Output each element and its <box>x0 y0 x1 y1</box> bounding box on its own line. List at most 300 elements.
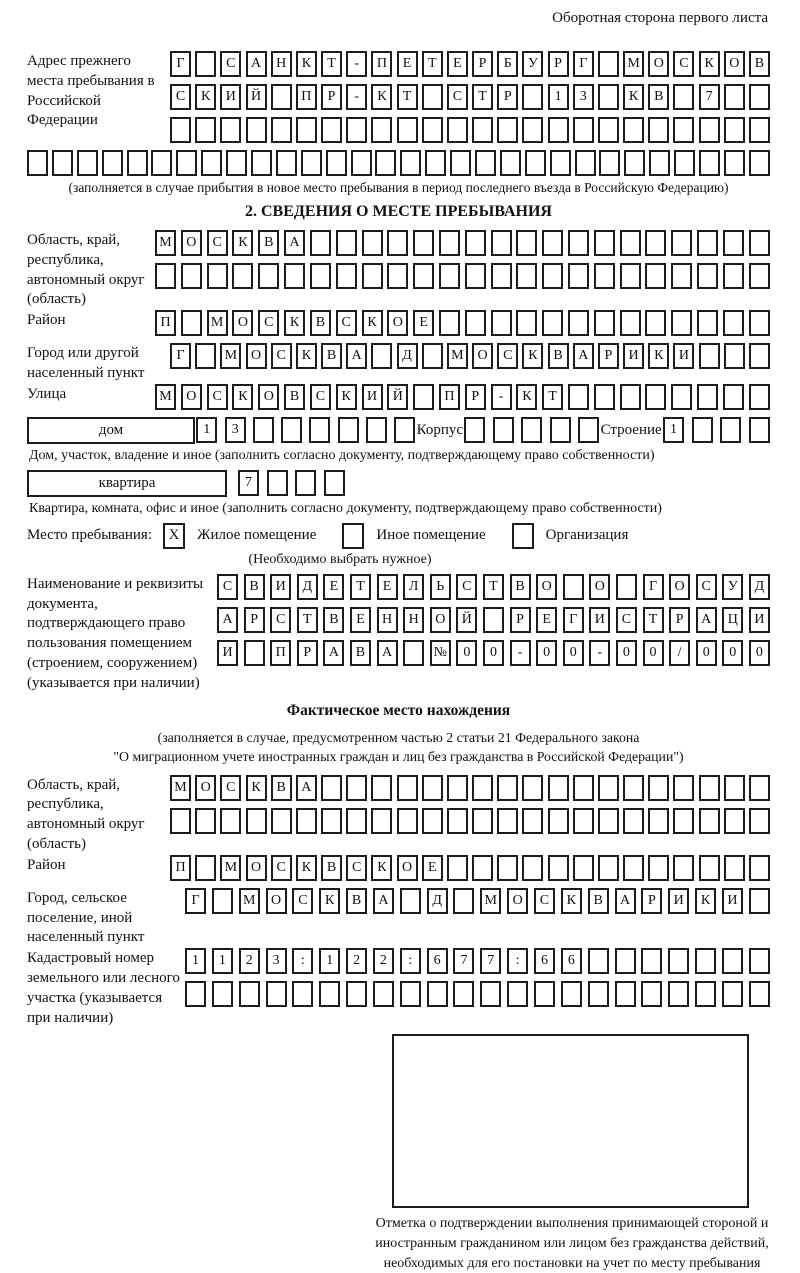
char-box[interactable]: Т <box>643 607 664 633</box>
char-box[interactable]: Р <box>598 343 619 369</box>
char-box[interactable] <box>697 310 718 336</box>
char-box[interactable] <box>749 310 770 336</box>
char-box[interactable] <box>439 310 460 336</box>
char-box[interactable] <box>749 263 770 289</box>
char-box[interactable] <box>52 150 73 176</box>
char-box[interactable] <box>251 150 272 176</box>
char-box[interactable] <box>296 117 317 143</box>
char-box[interactable]: И <box>722 888 743 914</box>
char-box[interactable]: Б <box>497 51 518 77</box>
char-box[interactable] <box>598 808 619 834</box>
char-box[interactable]: - <box>589 640 610 666</box>
char-box[interactable]: С <box>696 574 717 600</box>
char-box[interactable]: К <box>195 84 216 110</box>
char-box[interactable]: А <box>246 51 267 77</box>
char-box[interactable] <box>616 574 637 600</box>
char-box[interactable]: М <box>220 343 241 369</box>
char-box[interactable]: Р <box>669 607 690 633</box>
char-box[interactable] <box>575 150 596 176</box>
char-box[interactable] <box>319 981 340 1007</box>
char-box[interactable]: : <box>292 948 313 974</box>
char-box[interactable]: Н <box>403 607 424 633</box>
char-box[interactable]: 6 <box>427 948 448 974</box>
char-box[interactable] <box>336 230 357 256</box>
char-box[interactable] <box>598 51 619 77</box>
char-box[interactable] <box>542 310 563 336</box>
char-box[interactable]: Т <box>297 607 318 633</box>
char-box[interactable] <box>422 343 443 369</box>
char-box[interactable] <box>309 417 330 443</box>
char-box[interactable] <box>568 230 589 256</box>
char-box[interactable] <box>447 775 468 801</box>
char-box[interactable]: 3 <box>266 948 287 974</box>
char-box[interactable]: К <box>296 855 317 881</box>
char-box[interactable]: К <box>296 51 317 77</box>
char-box[interactable] <box>195 855 216 881</box>
char-box[interactable] <box>723 230 744 256</box>
char-box[interactable] <box>724 808 745 834</box>
char-box[interactable] <box>472 117 493 143</box>
char-box[interactable]: У <box>522 51 543 77</box>
char-box[interactable] <box>673 775 694 801</box>
char-box[interactable] <box>697 230 718 256</box>
char-box[interactable] <box>155 263 176 289</box>
char-box[interactable]: Р <box>497 84 518 110</box>
char-box[interactable] <box>346 981 367 1007</box>
char-box[interactable]: М <box>623 51 644 77</box>
char-box[interactable]: В <box>321 855 342 881</box>
char-box[interactable] <box>447 117 468 143</box>
char-box[interactable]: 7 <box>453 948 474 974</box>
char-box[interactable] <box>346 117 367 143</box>
char-box[interactable] <box>749 384 770 410</box>
char-box[interactable] <box>151 150 172 176</box>
char-box[interactable]: И <box>668 888 689 914</box>
char-box[interactable] <box>413 230 434 256</box>
char-box[interactable] <box>475 150 496 176</box>
char-box[interactable]: С <box>220 51 241 77</box>
char-box[interactable] <box>480 981 501 1007</box>
char-box[interactable]: Р <box>472 51 493 77</box>
char-box[interactable] <box>244 640 265 666</box>
char-box[interactable] <box>699 117 720 143</box>
char-box[interactable] <box>321 775 342 801</box>
char-box[interactable]: К <box>561 888 582 914</box>
char-box[interactable] <box>195 808 216 834</box>
char-box[interactable] <box>201 150 222 176</box>
char-box[interactable] <box>668 948 689 974</box>
char-box[interactable] <box>722 948 743 974</box>
char-box[interactable] <box>749 417 770 443</box>
char-box[interactable] <box>271 117 292 143</box>
char-box[interactable]: О <box>472 343 493 369</box>
char-box[interactable]: О <box>258 384 279 410</box>
char-box[interactable]: 0 <box>749 640 770 666</box>
char-box[interactable] <box>548 808 569 834</box>
char-box[interactable] <box>573 117 594 143</box>
char-box[interactable]: Р <box>510 607 531 633</box>
char-box[interactable]: С <box>271 343 292 369</box>
char-box[interactable] <box>522 855 543 881</box>
char-box[interactable] <box>232 263 253 289</box>
char-box[interactable] <box>403 640 424 666</box>
char-box[interactable]: Т <box>321 51 342 77</box>
char-box[interactable] <box>749 117 770 143</box>
char-box[interactable]: В <box>648 84 669 110</box>
char-box[interactable] <box>400 150 421 176</box>
char-box[interactable]: Р <box>641 888 662 914</box>
dom-type-box[interactable]: дом <box>27 417 195 444</box>
char-box[interactable] <box>371 343 392 369</box>
char-box[interactable]: Г <box>185 888 206 914</box>
char-box[interactable] <box>598 84 619 110</box>
char-box[interactable]: С <box>497 343 518 369</box>
char-box[interactable] <box>561 981 582 1007</box>
char-box[interactable] <box>321 808 342 834</box>
char-box[interactable] <box>673 808 694 834</box>
char-box[interactable] <box>671 384 692 410</box>
char-box[interactable] <box>387 230 408 256</box>
char-box[interactable] <box>195 343 216 369</box>
char-box[interactable] <box>439 230 460 256</box>
char-box[interactable] <box>321 117 342 143</box>
char-box[interactable] <box>699 775 720 801</box>
char-box[interactable]: - <box>346 51 367 77</box>
char-box[interactable]: С <box>534 888 555 914</box>
char-box[interactable]: М <box>480 888 501 914</box>
char-box[interactable] <box>212 981 233 1007</box>
char-box[interactable] <box>722 981 743 1007</box>
char-box[interactable] <box>181 310 202 336</box>
char-box[interactable]: А <box>346 343 367 369</box>
char-box[interactable] <box>522 117 543 143</box>
char-box[interactable] <box>542 230 563 256</box>
char-box[interactable] <box>550 417 571 443</box>
char-box[interactable]: 0 <box>616 640 637 666</box>
char-box[interactable]: Г <box>170 51 191 77</box>
char-box[interactable] <box>465 230 486 256</box>
char-box[interactable] <box>620 263 641 289</box>
char-box[interactable] <box>522 775 543 801</box>
char-box[interactable] <box>699 808 720 834</box>
char-box[interactable]: О <box>232 310 253 336</box>
char-box[interactable]: Е <box>350 607 371 633</box>
char-box[interactable] <box>472 855 493 881</box>
char-box[interactable]: : <box>400 948 421 974</box>
char-box[interactable] <box>422 808 443 834</box>
char-box[interactable] <box>749 150 770 176</box>
char-box[interactable]: К <box>319 888 340 914</box>
char-box[interactable] <box>271 808 292 834</box>
char-box[interactable]: О <box>266 888 287 914</box>
char-box[interactable]: 0 <box>722 640 743 666</box>
char-box[interactable]: А <box>615 888 636 914</box>
char-box[interactable]: К <box>371 855 392 881</box>
char-box[interactable] <box>497 775 518 801</box>
char-box[interactable] <box>699 150 720 176</box>
char-box[interactable]: С <box>336 310 357 336</box>
char-box[interactable] <box>641 981 662 1007</box>
char-box[interactable] <box>413 384 434 410</box>
char-box[interactable] <box>246 117 267 143</box>
char-box[interactable]: Е <box>413 310 434 336</box>
organizatsiya-checkbox[interactable] <box>512 523 534 549</box>
char-box[interactable]: О <box>724 51 745 77</box>
char-box[interactable] <box>692 417 713 443</box>
char-box[interactable]: В <box>323 607 344 633</box>
char-box[interactable] <box>127 150 148 176</box>
char-box[interactable] <box>301 150 322 176</box>
char-box[interactable] <box>521 417 542 443</box>
char-box[interactable] <box>27 150 48 176</box>
char-box[interactable] <box>695 981 716 1007</box>
char-box[interactable]: - <box>491 384 512 410</box>
char-box[interactable] <box>447 855 468 881</box>
char-box[interactable]: - <box>346 84 367 110</box>
char-box[interactable]: 0 <box>696 640 717 666</box>
char-box[interactable] <box>671 310 692 336</box>
char-box[interactable]: Т <box>472 84 493 110</box>
char-box[interactable]: С <box>616 607 637 633</box>
char-box[interactable] <box>413 263 434 289</box>
char-box[interactable]: - <box>510 640 531 666</box>
char-box[interactable] <box>724 775 745 801</box>
char-box[interactable]: Е <box>447 51 468 77</box>
char-box[interactable] <box>649 150 670 176</box>
char-box[interactable] <box>522 84 543 110</box>
char-box[interactable]: 0 <box>536 640 557 666</box>
char-box[interactable]: О <box>430 607 451 633</box>
char-box[interactable] <box>697 384 718 410</box>
char-box[interactable] <box>497 117 518 143</box>
char-box[interactable]: К <box>522 343 543 369</box>
char-box[interactable]: С <box>447 84 468 110</box>
char-box[interactable] <box>749 855 770 881</box>
char-box[interactable]: К <box>371 84 392 110</box>
char-box[interactable]: К <box>284 310 305 336</box>
char-box[interactable]: В <box>346 888 367 914</box>
char-box[interactable] <box>181 263 202 289</box>
char-box[interactable]: 6 <box>561 948 582 974</box>
char-box[interactable]: Т <box>542 384 563 410</box>
char-box[interactable]: Г <box>170 343 191 369</box>
char-box[interactable] <box>599 150 620 176</box>
char-box[interactable] <box>292 981 313 1007</box>
char-box[interactable]: И <box>217 640 238 666</box>
char-box[interactable] <box>362 230 383 256</box>
char-box[interactable] <box>351 150 372 176</box>
char-box[interactable] <box>483 607 504 633</box>
char-box[interactable]: Е <box>536 607 557 633</box>
char-box[interactable] <box>516 230 537 256</box>
char-box[interactable]: М <box>155 230 176 256</box>
char-box[interactable]: С <box>271 855 292 881</box>
char-box[interactable] <box>749 230 770 256</box>
char-box[interactable] <box>266 981 287 1007</box>
char-box[interactable] <box>620 230 641 256</box>
char-box[interactable] <box>573 808 594 834</box>
char-box[interactable] <box>447 808 468 834</box>
char-box[interactable]: О <box>181 384 202 410</box>
char-box[interactable]: А <box>373 888 394 914</box>
char-box[interactable]: К <box>362 310 383 336</box>
char-box[interactable]: 0 <box>483 640 504 666</box>
char-box[interactable]: А <box>573 343 594 369</box>
char-box[interactable]: О <box>669 574 690 600</box>
char-box[interactable] <box>310 230 331 256</box>
char-box[interactable]: О <box>387 310 408 336</box>
char-box[interactable]: К <box>336 384 357 410</box>
char-box[interactable] <box>615 981 636 1007</box>
char-box[interactable]: П <box>170 855 191 881</box>
char-box[interactable] <box>594 384 615 410</box>
char-box[interactable]: 1 <box>663 417 684 443</box>
char-box[interactable] <box>674 150 695 176</box>
char-box[interactable] <box>720 417 741 443</box>
char-box[interactable] <box>472 808 493 834</box>
char-box[interactable] <box>176 150 197 176</box>
char-box[interactable]: Н <box>271 51 292 77</box>
char-box[interactable]: П <box>439 384 460 410</box>
char-box[interactable]: / <box>669 640 690 666</box>
char-box[interactable] <box>284 263 305 289</box>
char-box[interactable] <box>724 855 745 881</box>
char-box[interactable]: 6 <box>534 948 555 974</box>
char-box[interactable] <box>253 417 274 443</box>
char-box[interactable] <box>749 775 770 801</box>
char-box[interactable]: Д <box>749 574 770 600</box>
char-box[interactable]: С <box>292 888 313 914</box>
char-box[interactable]: А <box>296 775 317 801</box>
char-box[interactable] <box>671 263 692 289</box>
char-box[interactable] <box>673 117 694 143</box>
char-box[interactable] <box>371 775 392 801</box>
char-box[interactable] <box>281 417 302 443</box>
char-box[interactable] <box>220 808 241 834</box>
char-box[interactable] <box>400 981 421 1007</box>
char-box[interactable]: Р <box>244 607 265 633</box>
char-box[interactable]: Т <box>483 574 504 600</box>
char-box[interactable]: П <box>155 310 176 336</box>
char-box[interactable] <box>258 263 279 289</box>
char-box[interactable] <box>573 775 594 801</box>
char-box[interactable] <box>310 263 331 289</box>
char-box[interactable] <box>464 417 485 443</box>
char-box[interactable]: Р <box>321 84 342 110</box>
char-box[interactable]: В <box>271 775 292 801</box>
char-box[interactable]: С <box>217 574 238 600</box>
char-box[interactable]: К <box>246 775 267 801</box>
char-box[interactable]: В <box>321 343 342 369</box>
char-box[interactable]: М <box>239 888 260 914</box>
char-box[interactable] <box>500 150 521 176</box>
char-box[interactable]: О <box>507 888 528 914</box>
char-box[interactable]: Г <box>563 607 584 633</box>
char-box[interactable] <box>723 263 744 289</box>
char-box[interactable] <box>324 470 345 496</box>
char-box[interactable]: 1 <box>548 84 569 110</box>
char-box[interactable] <box>550 150 571 176</box>
char-box[interactable]: Л <box>403 574 424 600</box>
char-box[interactable]: Е <box>397 51 418 77</box>
char-box[interactable]: И <box>749 607 770 633</box>
char-box[interactable] <box>615 948 636 974</box>
char-box[interactable]: К <box>648 343 669 369</box>
char-box[interactable] <box>336 263 357 289</box>
char-box[interactable] <box>648 117 669 143</box>
char-box[interactable] <box>723 310 744 336</box>
char-box[interactable] <box>749 948 770 974</box>
char-box[interactable]: 0 <box>643 640 664 666</box>
char-box[interactable] <box>271 84 292 110</box>
char-box[interactable] <box>724 150 745 176</box>
char-box[interactable]: К <box>296 343 317 369</box>
char-box[interactable] <box>102 150 123 176</box>
char-box[interactable] <box>246 808 267 834</box>
char-box[interactable] <box>594 230 615 256</box>
char-box[interactable] <box>578 417 599 443</box>
char-box[interactable]: 7 <box>238 470 259 496</box>
char-box[interactable] <box>507 981 528 1007</box>
char-box[interactable] <box>425 150 446 176</box>
char-box[interactable]: Д <box>397 343 418 369</box>
char-box[interactable] <box>699 343 720 369</box>
char-box[interactable] <box>422 84 443 110</box>
char-box[interactable] <box>397 775 418 801</box>
char-box[interactable] <box>453 981 474 1007</box>
char-box[interactable]: 0 <box>563 640 584 666</box>
char-box[interactable]: Д <box>427 888 448 914</box>
char-box[interactable] <box>673 855 694 881</box>
char-box[interactable] <box>648 808 669 834</box>
char-box[interactable] <box>620 310 641 336</box>
char-box[interactable]: К <box>623 84 644 110</box>
char-box[interactable] <box>645 263 666 289</box>
char-box[interactable] <box>594 263 615 289</box>
char-box[interactable]: М <box>207 310 228 336</box>
char-box[interactable] <box>697 263 718 289</box>
char-box[interactable]: Р <box>297 640 318 666</box>
char-box[interactable] <box>465 310 486 336</box>
char-box[interactable] <box>516 263 537 289</box>
char-box[interactable] <box>749 343 770 369</box>
char-box[interactable]: 2 <box>239 948 260 974</box>
char-box[interactable] <box>326 150 347 176</box>
zhiloe-checkbox[interactable]: X <box>163 523 185 549</box>
char-box[interactable] <box>371 808 392 834</box>
char-box[interactable] <box>397 808 418 834</box>
char-box[interactable]: 7 <box>480 948 501 974</box>
char-box[interactable] <box>588 948 609 974</box>
char-box[interactable] <box>276 150 297 176</box>
inoe-checkbox[interactable] <box>342 523 364 549</box>
char-box[interactable]: В <box>244 574 265 600</box>
char-box[interactable] <box>346 775 367 801</box>
char-box[interactable] <box>645 230 666 256</box>
char-box[interactable] <box>749 888 770 914</box>
char-box[interactable] <box>568 310 589 336</box>
char-box[interactable]: И <box>362 384 383 410</box>
char-box[interactable]: Й <box>246 84 267 110</box>
char-box[interactable]: С <box>270 607 291 633</box>
char-box[interactable]: Й <box>456 607 477 633</box>
char-box[interactable] <box>439 263 460 289</box>
char-box[interactable]: С <box>207 230 228 256</box>
char-box[interactable]: С <box>310 384 331 410</box>
char-box[interactable]: М <box>170 775 191 801</box>
char-box[interactable] <box>724 84 745 110</box>
char-box[interactable]: У <box>722 574 743 600</box>
